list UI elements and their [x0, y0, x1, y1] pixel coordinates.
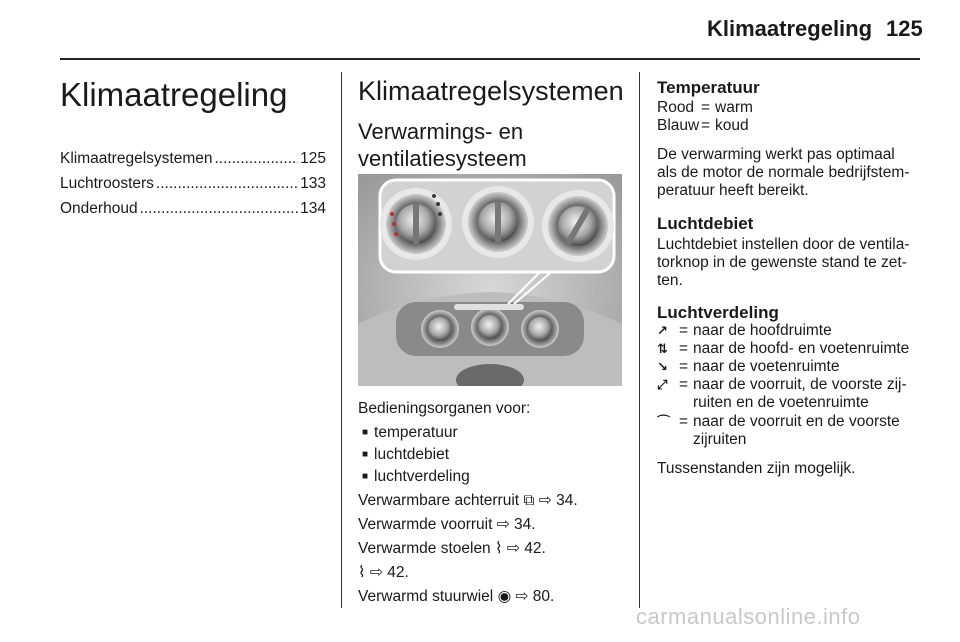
- photo-caption: Bedieningsorganen voor:: [358, 400, 531, 417]
- toc-leader: [156, 175, 298, 193]
- legend-equals: =: [679, 376, 689, 393]
- paragraph-line: Luchtdebiet instellen door de ventila-: [657, 236, 910, 253]
- vent-head-icon: ↗: [657, 323, 668, 338]
- rear-window-heat-icon: ⧉: [523, 492, 535, 509]
- paragraph-line: ten.: [657, 272, 683, 289]
- legend-value: koud: [715, 117, 749, 134]
- bullet-item: ■ temperatuur: [362, 424, 458, 444]
- paragraph-line: torknop in de gewenste stand te zet-: [657, 254, 907, 271]
- steering-wheel-heat-icon: ◉: [497, 588, 512, 605]
- paragraph: [657, 236, 909, 290]
- legend-value: naar de hoofd- en voetenruimte: [693, 340, 910, 357]
- cross-reference[interactable]: [358, 516, 536, 534]
- legend-equals: =: [679, 322, 689, 339]
- legend-value: naar de voorruit en de voorste: [693, 413, 900, 430]
- legend-continuation: zijruiten: [693, 431, 747, 448]
- subsection-title: [358, 118, 527, 172]
- seat-heat-icon: ⌇: [495, 540, 503, 557]
- legend-equals: =: [679, 340, 689, 357]
- page-ref-arrow-icon: ⇨: [496, 516, 510, 533]
- reference-text: Verwarmde voorruit: [358, 516, 493, 533]
- subsection-title-line: ventilatiesysteem: [358, 146, 527, 171]
- toc-entry[interactable]: [60, 175, 326, 193]
- page-ref-arrow-icon: ⇨: [369, 564, 383, 581]
- reference-page: 42.: [524, 540, 546, 557]
- toc-label: Luchtroosters: [60, 175, 154, 192]
- closing-note: Tussenstanden zijn mogelijk.: [657, 460, 856, 477]
- cross-reference[interactable]: [358, 564, 409, 582]
- bullet-item: ■ luchtverdeling: [362, 468, 470, 488]
- page-ref-arrow-icon: ⇨: [515, 588, 529, 605]
- paragraph: [657, 146, 909, 200]
- legend-row: [657, 99, 753, 117]
- reference-text: Verwarmd stuurwiel: [358, 588, 494, 605]
- column-divider-left: [341, 72, 342, 608]
- toc-entry[interactable]: [60, 200, 326, 218]
- legend-row: [657, 117, 749, 135]
- page-ref-arrow-icon: ⇨: [538, 492, 552, 509]
- cross-reference[interactable]: [358, 492, 578, 510]
- legend-key: Rood: [657, 99, 695, 116]
- legend-row: [657, 340, 909, 358]
- legend-key: Blauw: [657, 117, 700, 134]
- vent-head-feet-icon: ⇅: [657, 341, 668, 356]
- page-ref-arrow-icon: ⇨: [506, 540, 520, 557]
- header-rule: [60, 58, 920, 60]
- section-title: Klimaatregelsystemen: [358, 76, 624, 106]
- legend-equals: =: [701, 99, 711, 116]
- reference-page: 80.: [532, 588, 555, 605]
- subsection-title-line: Verwarmings- en: [358, 119, 524, 144]
- legend-value: naar de voetenruimte: [693, 358, 840, 375]
- toc-page: 125: [300, 150, 326, 167]
- heading-air-distribution: Luchtverdeling: [657, 303, 779, 322]
- legend-continuation: ruiten en de voetenruimte: [693, 394, 869, 411]
- chapter-title: Klimaatregeling: [60, 76, 288, 113]
- running-header-title: Klimaatregeling: [707, 16, 873, 41]
- toc-leader: [214, 150, 298, 168]
- legend-row: [657, 358, 839, 376]
- bullet-item: ■ luchtdebiet: [362, 446, 449, 466]
- heading-temperature: Temperatuur: [657, 78, 760, 97]
- legend-equals: =: [679, 358, 689, 375]
- toc-page: 134: [300, 200, 326, 217]
- toc-label: Onderhoud: [60, 200, 138, 217]
- legend-value: naar de hoofdruimte: [693, 322, 832, 339]
- toc-page: 133: [300, 175, 326, 192]
- reference-page: 42.: [387, 564, 409, 581]
- column-divider-right: [639, 72, 640, 608]
- legend-row: [657, 413, 900, 431]
- reference-page: 34.: [514, 516, 536, 533]
- page-number: 125: [886, 16, 923, 41]
- cross-reference[interactable]: [358, 540, 546, 558]
- cross-reference[interactable]: [358, 588, 554, 606]
- vent-windscreen-feet-icon: ⤢: [657, 377, 668, 392]
- toc-label: Klimaatregelsystemen: [60, 150, 213, 167]
- paragraph-line: als de motor de normale bedrijfstem-: [657, 164, 910, 181]
- legend-equals: =: [701, 117, 711, 134]
- legend-equals: =: [679, 413, 689, 430]
- paragraph-line: peratuur heeft bereikt.: [657, 182, 809, 199]
- watermark: carmanualsonline.info: [636, 604, 861, 629]
- heading-airflow: Luchtdebiet: [657, 214, 754, 233]
- paragraph-line: De verwarming werkt pas optimaal: [657, 146, 895, 163]
- climate-control-photo: [358, 174, 622, 386]
- toc-entry[interactable]: [60, 150, 326, 168]
- legend-value: naar de voorruit, de voorste zij-: [693, 376, 907, 393]
- reference-text: Verwarmde stoelen: [358, 540, 491, 557]
- seat-heat-icon: ⌇: [358, 564, 366, 581]
- reference-page: 34.: [556, 492, 578, 509]
- vent-feet-icon: ↘: [657, 359, 668, 374]
- legend-row: [657, 376, 907, 394]
- reference-text: Verwarmbare achterruit: [358, 492, 520, 509]
- legend-row: [657, 322, 832, 340]
- legend-value: warm: [715, 99, 753, 116]
- vent-windscreen-icon: ⌒: [657, 414, 671, 429]
- toc-leader: [140, 200, 299, 218]
